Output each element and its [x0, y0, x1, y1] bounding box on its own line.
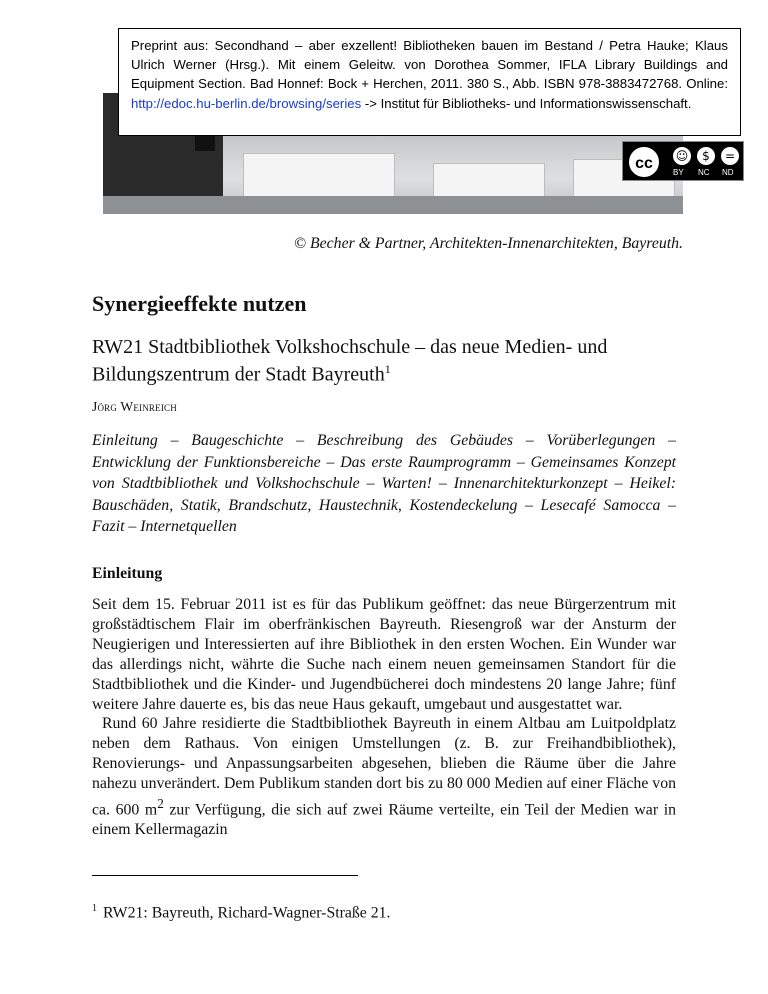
author-name: Jörg Weinreich: [92, 399, 177, 414]
section-overview: Einleitung – Baugeschichte – Beschreibung des Gebäudes – Vorüberlegungen – Entwicklung der Funktionsbereiche – Das erste Raumprogramm – Gemeinsames Konzept von Stadtbibliothek und Volkshochschule – Warten! – Innenarchitekturkonzept – Heikel: Bauschäden, Statik, Brandschutz, Haustechnik, Kostendeckelung – Lesecafé Samocca – Fazit – Internetquellen: [92, 432, 676, 535]
area-unit-superscript: 2: [157, 796, 164, 812]
section-heading: Einleitung: [92, 565, 163, 582]
photo-floor: [103, 196, 683, 214]
preprint-text-end: -> Institut für Bibliotheks- und Informationswissenschaft.: [361, 95, 692, 111]
preprint-notice: [118, 28, 741, 136]
article-subtitle: [92, 336, 682, 386]
footnote: [92, 903, 391, 922]
article-title: Synergieeffekte nutzen: [92, 291, 307, 316]
paragraph-1: Seit dem 15. Februar 2011 ist es für das Publikum geöffnet: das neue Bürgerzentrum mit großstädtischem Flair im oberfränkischen Bayreuth. Riesengroß war der Ansturm der Neugierigen und Interessierten auf ihre Bibliothek in den ersten Wochen. Ein Wunder war das allerdings nicht, währte die Suche nach einem neuen gemeinsamen Standort für die Stadtbibliothek und die Kinder- und Jugendbücherei doch mindestens 20 lange Jahre; fünf weitere Jahre dauerte es, bis das neue Haus gekauft, umgebaut und ausgestattet war.: [92, 596, 676, 713]
license-nd-label: ND: [722, 168, 734, 177]
footnote-mark: 1: [92, 903, 97, 914]
body-text: [92, 595, 676, 840]
subtitle-text: RW21 Stadtbibliothek Volkshochschule – das neue Medien- und Bildungszentrum der Stadt Bayreuth: [92, 336, 608, 386]
photo-caption: © Becher & Partner, Architekten-Innenarchitekten, Bayreuth.: [294, 235, 683, 252]
paragraph-2-text: Rund 60 Jahre residierte die Stadtbibliothek Bayreuth in einem Altbau am Luitpoldplatz neben dem Rathaus. Von einigen Umstellungen (z. B. zur Freihandbibliothek), Renovierungs- und Anpassungsarbeiten abgesehen, blieben die Räume über die Jahre nahezu unverändert. Dem Publikum standen dort bis zu 80 000 Medien auf einer Fläche von ca. 600 m: [92, 715, 676, 819]
noncommercial-icon: $: [695, 145, 717, 167]
attribution-icon: ☺: [671, 145, 693, 167]
cc-license-badge[interactable]: [622, 141, 744, 181]
license-by-label: BY: [673, 168, 684, 177]
preprint-text: Preprint aus: Secondhand – aber exzellent! Bibliotheken bauen im Bestand / Petra Hauke; Klaus Ulrich Werner (Hrsg.). Mit einem Geleitw. von Dorothea Sommer, IFLA Library Buildings and Equipment Section. Bad Honnef: Bock + Herchen, 2011. 380 S., Abb. ISBN 978-3883472768. Online:: [131, 38, 728, 92]
paragraph-2-text-end: zur Verfügung, die sich auf zwei Räume verteilte, ein Teil der Medien war in einem Kellermagazin: [92, 801, 676, 839]
preprint-link[interactable]: http://edoc.hu-berlin.de/browsing/series: [131, 95, 362, 111]
noderivatives-icon: =: [719, 145, 741, 167]
cc-icon: cc: [627, 145, 661, 179]
paragraph-2: [92, 714, 676, 840]
footnote-text: RW21: Bayreuth, Richard-Wagner-Straße 21.: [103, 904, 391, 922]
license-nc-label: NC: [698, 168, 710, 177]
footnote-divider: [92, 875, 358, 876]
subtitle-footnote-mark[interactable]: 1: [384, 362, 391, 376]
